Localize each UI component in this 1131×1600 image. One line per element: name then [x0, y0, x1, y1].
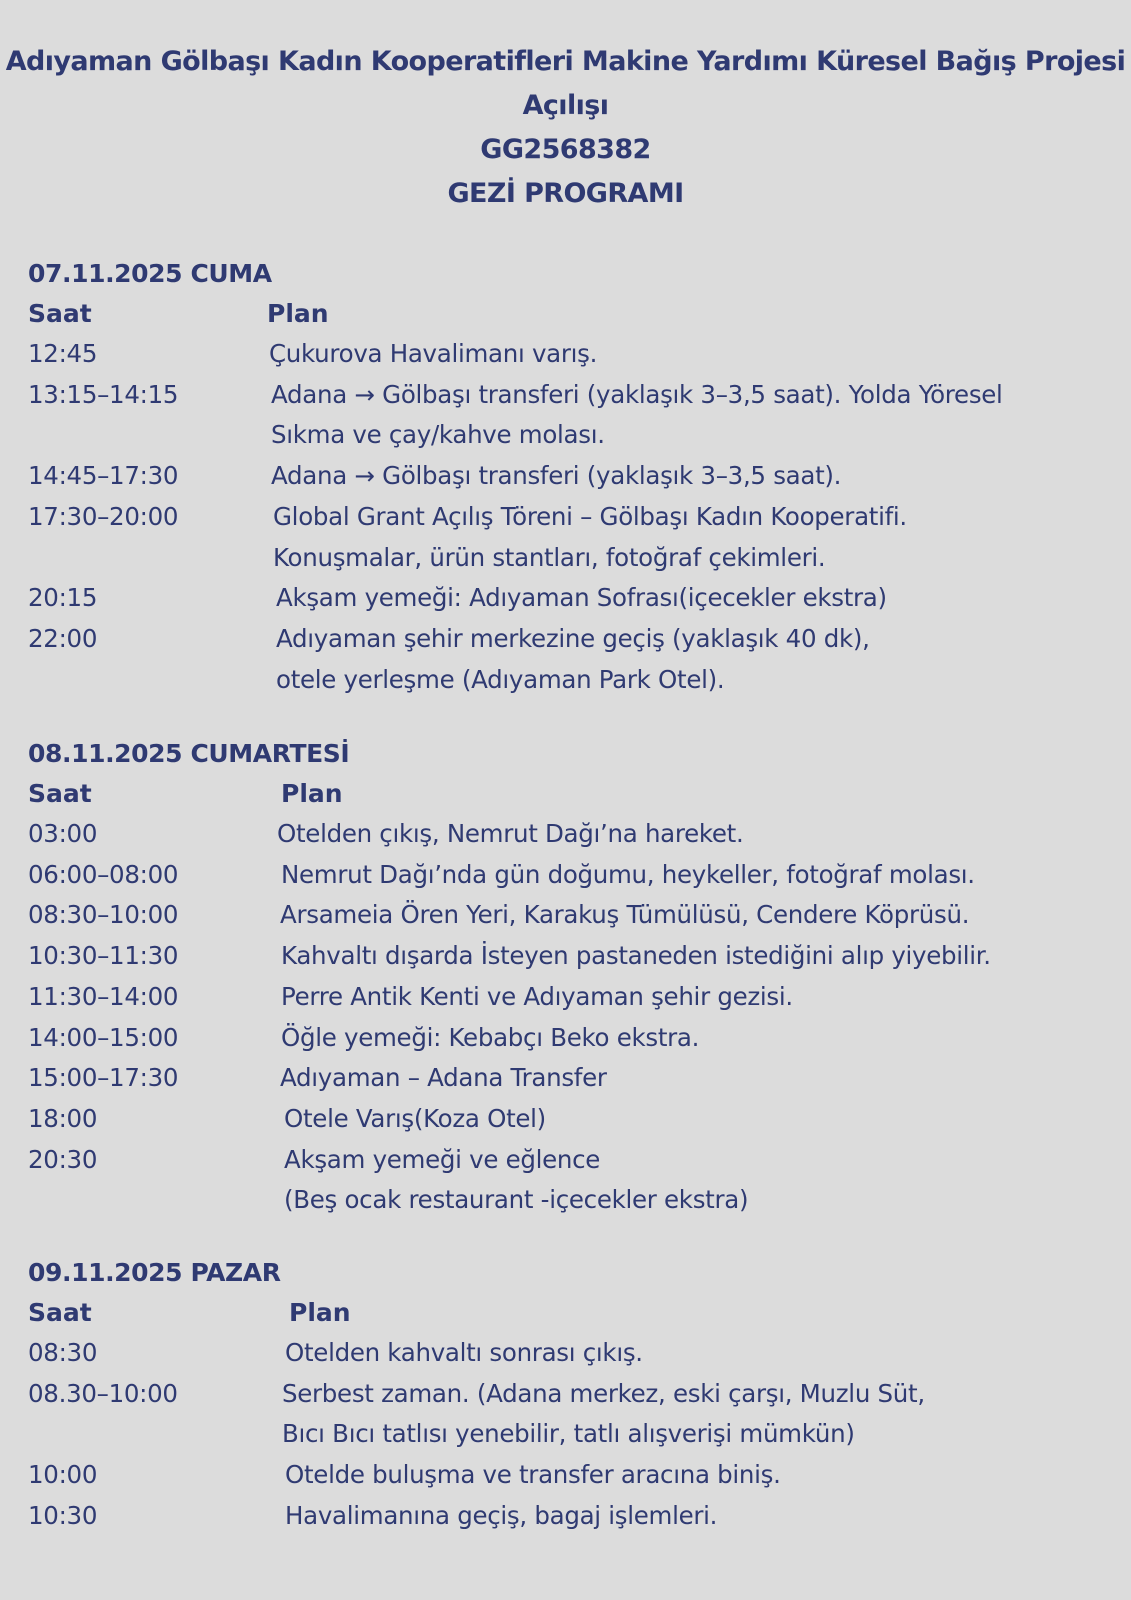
row-plan: Adıyaman şehir merkezine geçiş (yaklaşık 40 dk), otele yerleşme (Adıyaman Park Otel). [276, 623, 870, 694]
row-time: 18:00 [28, 1103, 98, 1133]
day-title: 08.11.2025 CUMARTESİ [28, 739, 350, 768]
row-time: 14:45–17:30 [28, 461, 179, 491]
day-title: 09.11.2025 PAZAR [28, 1258, 281, 1287]
schedule-row [28, 619, 1108, 700]
row-time: 08.30–10:00 [28, 1378, 178, 1408]
schedule-row [28, 497, 1108, 578]
row-time: 14:00–15:00 [28, 1022, 179, 1052]
row-time: 03:00 [28, 819, 98, 848]
row-time: 22:00 [28, 623, 98, 653]
column-header-plan: Plan [281, 779, 343, 808]
row-time: 11:30–14:00 [28, 981, 179, 1011]
row-plan: Akşam yemeği ve eğlence (Beş ocak restaurant -içecekler ekstra) [284, 1144, 749, 1215]
column-header-time: Saat [28, 779, 92, 808]
row-time: 10:30 [28, 1500, 98, 1530]
schedule-row [28, 456, 1108, 497]
schedule-row [28, 1374, 1108, 1455]
row-plan: Perre Antik Kenti ve Adıyaman şehir gezisi. [281, 981, 793, 1011]
row-time: 10:30–11:30 [28, 941, 179, 971]
day-title: 07.11.2025 CUMA [28, 259, 272, 288]
row-plan: Adana → Gölbaşı transferi (yaklaşık 3–3,5 saat). Yolda Yöresel Sıkma ve çay/kahve molası. [271, 379, 1003, 450]
row-plan: Otelden çıkış, Nemrut Dağı’na hareket. [277, 819, 744, 848]
grant-code: GG2568382 [480, 134, 651, 165]
column-headers [28, 294, 1108, 334]
column-header-time: Saat [28, 1298, 92, 1327]
schedule-row [28, 1140, 1108, 1221]
column-header-plan: Plan [267, 299, 329, 328]
row-plan: Havalimanına geçiş, bagaj işlemleri. [285, 1500, 718, 1530]
row-time: 20:15 [28, 583, 98, 613]
schedule-row [28, 578, 1108, 619]
row-plan: Otelden kahvaltı sonrası çıkış. [285, 1338, 643, 1367]
day-section-2 [28, 734, 1108, 1221]
row-time: 15:00–17:30 [28, 1063, 179, 1093]
program-title: GEZİ PROGRAMI [447, 178, 684, 209]
row-time: 08:30 [28, 1338, 98, 1367]
column-header-plan: Plan [289, 1298, 351, 1327]
row-plan: Otelde buluşma ve transfer aracına biniş. [285, 1460, 781, 1490]
row-plan: Kahvaltı dışarda İsteyen pastaneden istediğini alıp yiyebilir. [281, 941, 991, 971]
column-headers [28, 1293, 1108, 1333]
row-plan: Serbest zaman. (Adana merkez, eski çarşı, Muzlu Süt, Bıcı Bıcı tatlısı yenebilir, tatlı alışverişi mümkün) [282, 1378, 925, 1449]
row-plan: Akşam yemeği: Adıyaman Sofrası(içecekler ekstra) [276, 583, 887, 613]
row-time: 20:30 [28, 1144, 98, 1174]
schedule-row [28, 375, 1108, 456]
row-plan: Adıyaman – Adana Transfer [280, 1063, 607, 1093]
column-header-time: Saat [28, 299, 92, 328]
row-plan: Adana → Gölbaşı transferi (yaklaşık 3–3,5 saat). [271, 461, 842, 491]
row-time: 12:45 [28, 339, 98, 368]
row-plan: Global Grant Açılış Töreni – Gölbaşı Kadın Kooperatifi. Konuşmalar, ürün stantları, fotoğraf çekimleri. [273, 501, 907, 572]
row-time: 17:30–20:00 [28, 501, 179, 531]
row-plan: Nemrut Dağı’nda gün doğumu, heykeller, fotoğraf molası. [281, 859, 975, 889]
schedule-row [28, 936, 1108, 977]
row-time: 10:00 [28, 1460, 98, 1490]
column-headers [28, 774, 1108, 814]
row-time: 13:15–14:15 [28, 379, 179, 409]
day-section-1 [28, 254, 1108, 700]
row-time: 06:00–08:00 [28, 859, 179, 889]
schedule-row [28, 1058, 1108, 1099]
schedule-row [28, 814, 1108, 855]
schedule-row [28, 977, 1108, 1018]
schedule-row [28, 855, 1108, 896]
schedule-row [28, 334, 1108, 375]
title-line-2: Açılışı [522, 90, 609, 121]
row-plan: Arsameia Ören Yeri, Karakuş Tümülüsü, Cendere Köprüsü. [280, 900, 970, 930]
title-line-1: Adıyaman Gölbaşı Kadın Kooperatifleri Makine Yardımı Küresel Bağış Projesi [5, 46, 1126, 77]
day-section-3 [28, 1253, 1108, 1537]
row-plan: Öğle yemeği: Kebabçı Beko ekstra. [281, 1022, 700, 1052]
row-plan: Çukurova Havalimanı varış. [269, 339, 598, 368]
schedule-row [28, 1455, 1108, 1496]
row-time: 08:30–10:00 [28, 900, 179, 930]
document-header [0, 40, 1131, 216]
schedule-row [28, 1496, 1108, 1537]
schedule-row [28, 1333, 1108, 1374]
schedule-row [28, 1018, 1108, 1059]
row-plan: Otele Varış(Koza Otel) [284, 1103, 546, 1133]
schedule-row [28, 895, 1108, 936]
schedule-row [28, 1099, 1108, 1140]
